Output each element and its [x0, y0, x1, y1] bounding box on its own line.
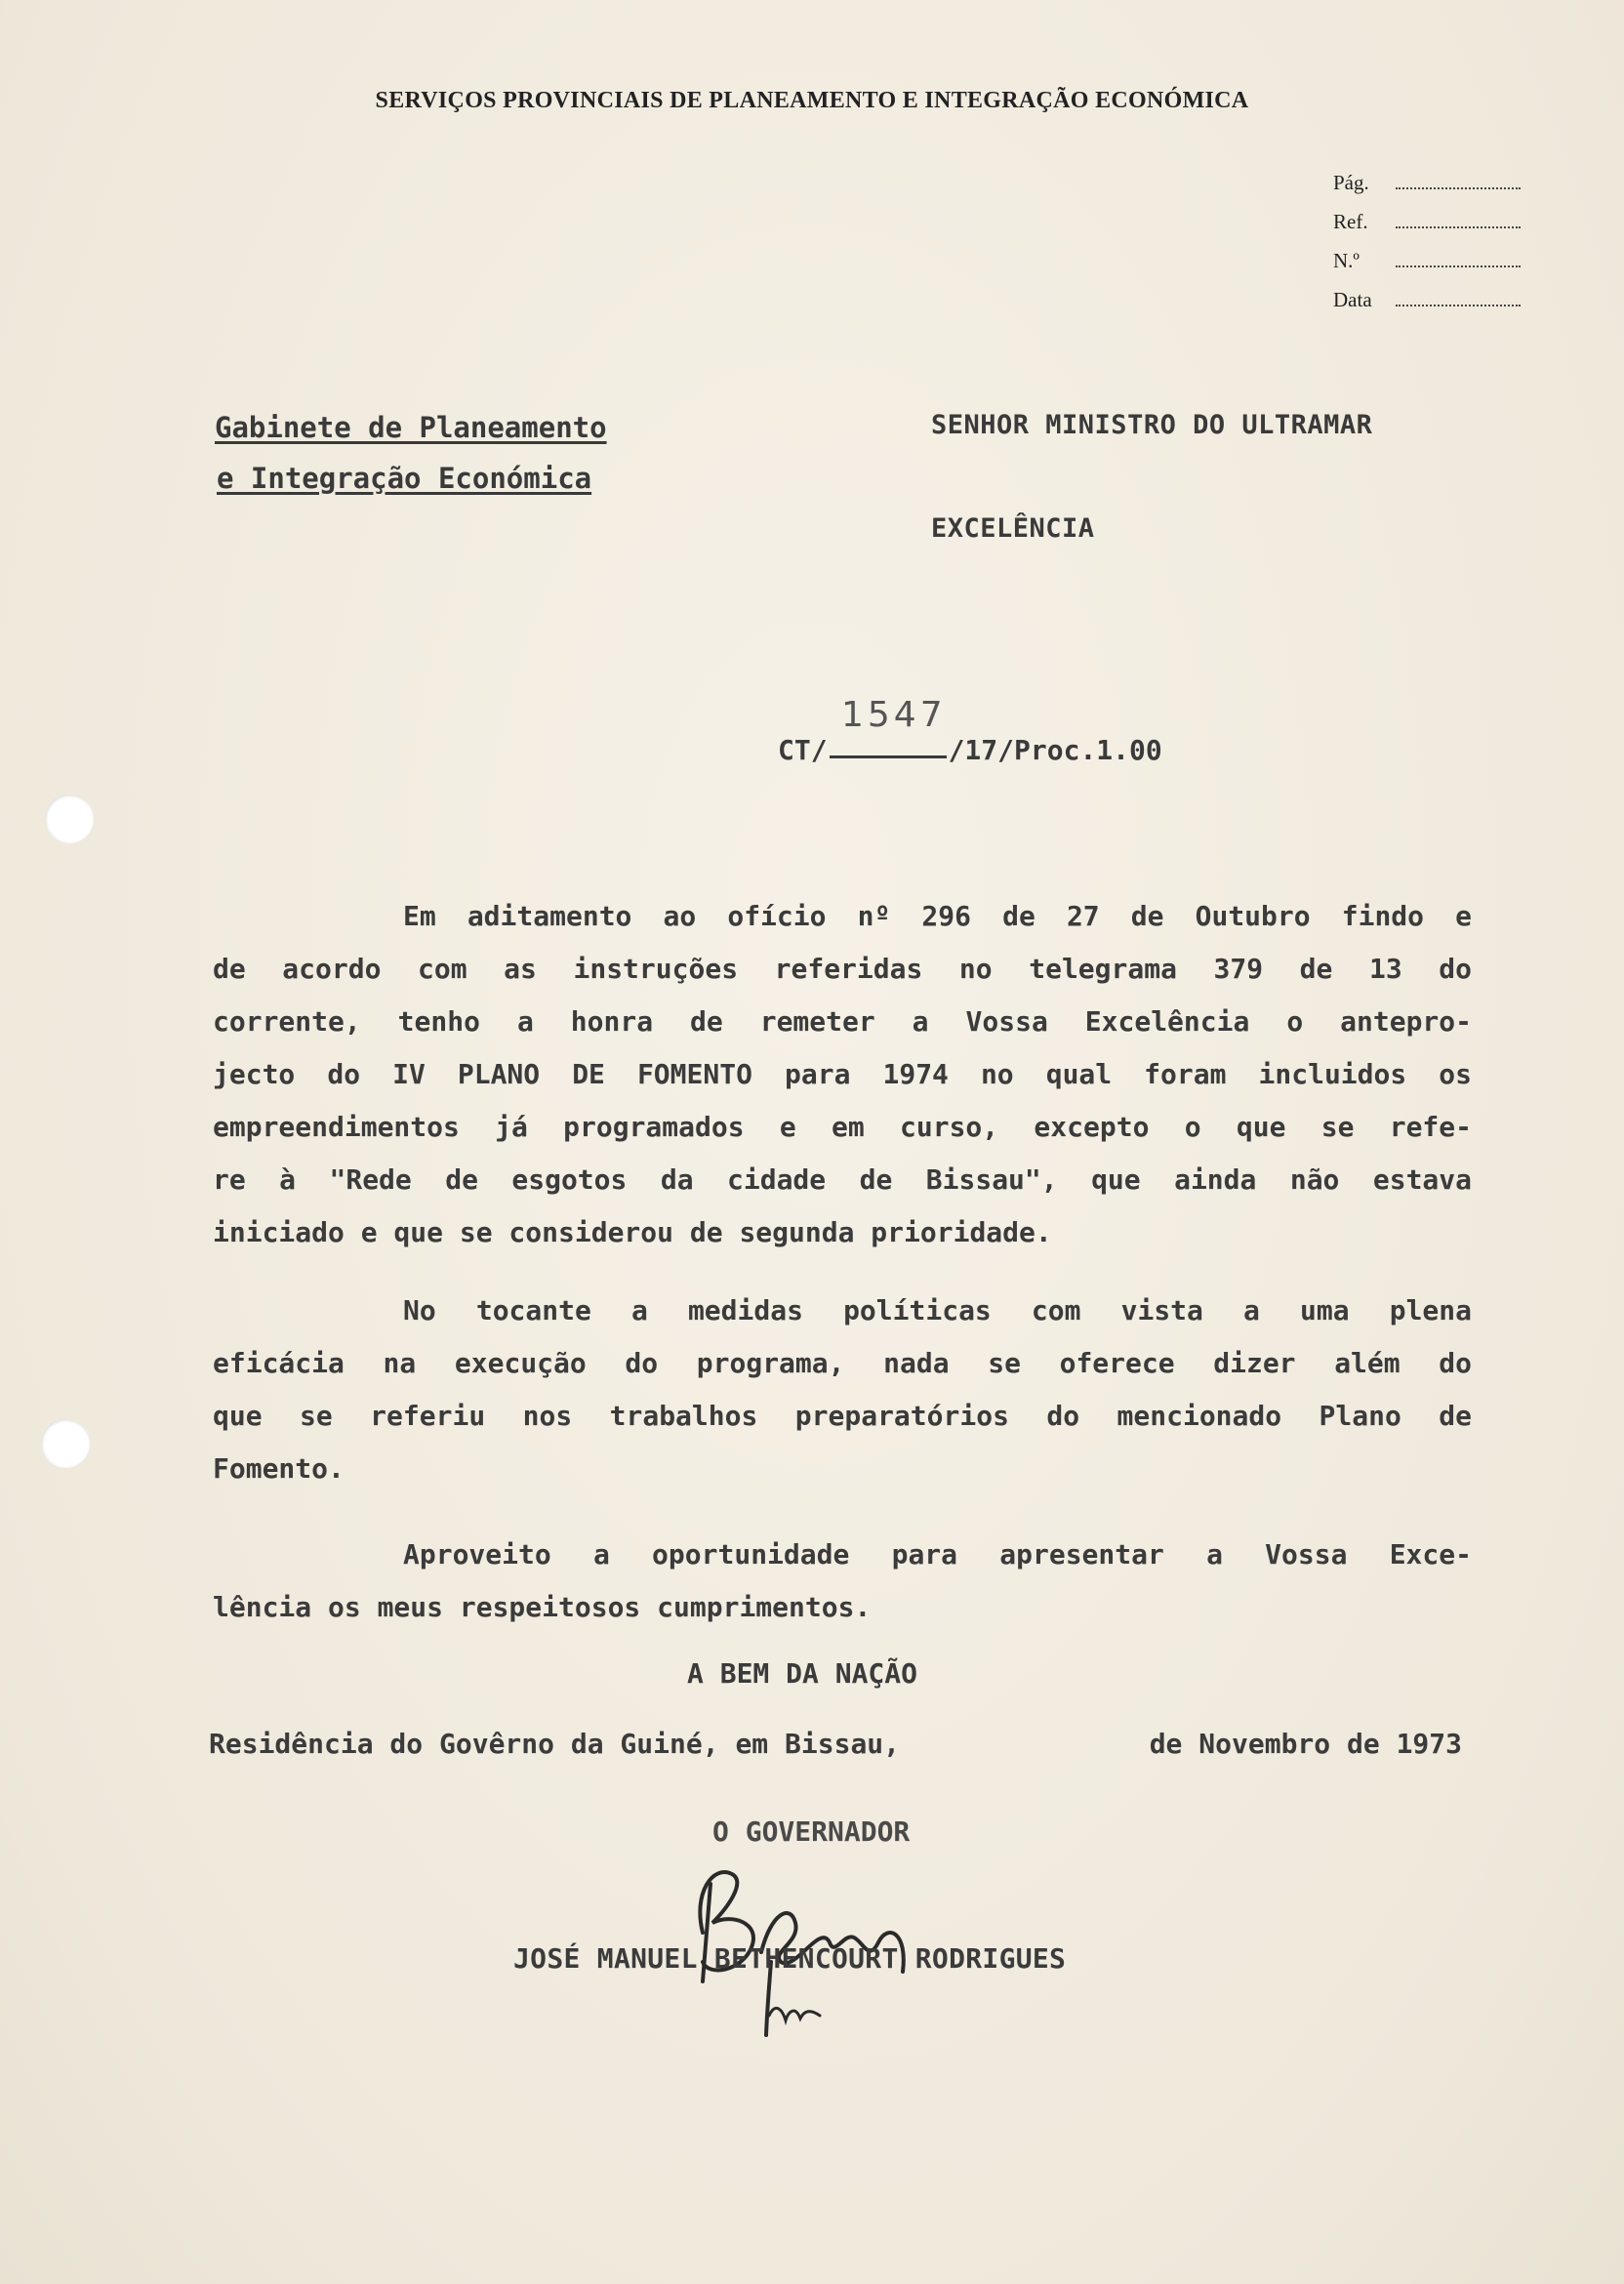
signatory-name: JOSÉ MANUEL BETHENCOURT RODRIGUES: [513, 1942, 1067, 1975]
handwritten-reference-number: 1547: [841, 695, 947, 735]
paragraph-line: re à "Rede de esgotos da cidade de Bissau", que ainda não estava: [213, 1163, 1472, 1196]
paragraph-line: Fomento.: [213, 1452, 345, 1485]
sender-office-line-2: e Integração Económica: [217, 462, 592, 495]
ref-field-label: Pág.: [1333, 171, 1369, 194]
paragraph-line: Em aditamento ao ofício nº 296 de 27 de Outubro findo e: [403, 900, 1472, 932]
ref-field-blank-line: [1396, 226, 1521, 228]
ref-field-label: Data: [1333, 288, 1372, 311]
letter-body: [213, 890, 1472, 1634]
ref-field-date: [1333, 273, 1521, 312]
ref-field-blank-line: [1396, 265, 1521, 267]
ref-field-ref: [1333, 195, 1521, 234]
punch-hole-bottom: [41, 1419, 90, 1468]
reference-code-prefix: CT/: [778, 734, 828, 766]
paragraph-line: de acordo com as instruções referidas no telegrama 379 de 13 do: [213, 953, 1472, 985]
paragraph-line: empreendimentos já programados e em curso, excepto o que se refe-: [213, 1111, 1472, 1143]
paragraph-spacer: [213, 1259, 1472, 1285]
ref-field-label: N.º: [1333, 249, 1360, 272]
paragraph-line: eficácia na execução do programa, nada se oferece dizer além do: [213, 1347, 1472, 1379]
reference-code-suffix: /17/Proc.1.00: [948, 734, 1162, 766]
paragraph-spacer: [213, 1495, 1472, 1529]
sender-office: [215, 402, 607, 504]
reference-fields: [1333, 156, 1521, 312]
ref-field-number: [1333, 234, 1521, 273]
paragraph-line: jecto do IV PLANO DE FOMENTO para 1974 no qual foram incluidos os: [213, 1058, 1472, 1090]
addressee: SENHOR MINISTRO DO ULTRAMAR: [931, 410, 1373, 440]
salutation: EXCELÊNCIA: [931, 513, 1095, 544]
paragraph-line: No tocante a medidas políticas com vista a uma plena: [403, 1294, 1472, 1326]
ref-field-blank-line: [1396, 187, 1521, 189]
ref-field-page: [1333, 156, 1521, 195]
paragraph-line: iniciado e que se considerou de segunda prioridade.: [213, 1216, 1052, 1248]
date: de Novembro de 1973: [1149, 1728, 1462, 1760]
reference-code-blank: [830, 755, 947, 758]
reference-code: [778, 734, 1162, 766]
punch-hole-top: [45, 795, 94, 843]
letterhead: SERVIÇOS PROVINCIAIS DE PLANEAMENTO E INTEGRAÇÃO ECONÓMICA: [375, 88, 1249, 113]
signatory-role: O GOVERNADOR: [712, 1815, 911, 1848]
handwritten-signature: [673, 1815, 966, 2040]
ref-field-blank-line: [1396, 305, 1521, 306]
ref-field-label: Ref.: [1333, 210, 1368, 233]
paragraph-line: Aproveito a oportunidade para apresentar a Vossa Exce-: [403, 1538, 1472, 1570]
paragraph-2: [213, 1285, 1472, 1495]
paragraph-line: corrente, tenho a honra de remeter a Vossa Excelência o antepro-: [213, 1005, 1472, 1038]
sender-office-line-1: Gabinete de Planeamento: [215, 411, 607, 444]
closing-formula: A BEM DA NAÇÃO: [687, 1657, 918, 1690]
place: Residência do Govêrno da Guiné, em Bissau,: [209, 1728, 901, 1760]
place-and-date: [209, 1728, 1462, 1760]
paragraph-1: [213, 890, 1472, 1259]
paragraph-line: que se referiu nos trabalhos preparatórios do mencionado Plano de: [213, 1400, 1472, 1432]
paragraph-line: lência os meus respeitosos cumprimentos.: [213, 1591, 872, 1623]
paragraph-3: [213, 1529, 1472, 1634]
